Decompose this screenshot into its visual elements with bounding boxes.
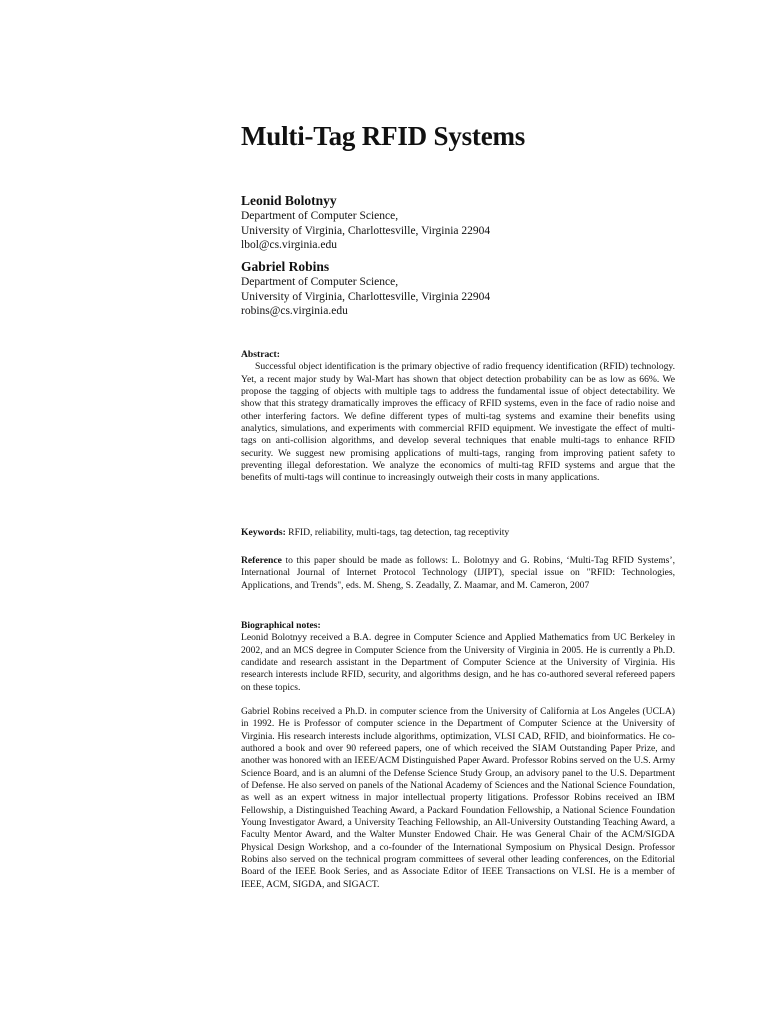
paper-title: Multi-Tag RFID Systems [241,121,526,151]
bio-bolotnyy: Leonid Bolotnyy received a B.A. degree in Computer Science and Applied Mathematics from UC Berkeley in 2002, and an MCS degree in Computer Science from the University of Virginia in 2005. He is currently a Ph.D. candidate and research assistant in the Department of Computer Science at the University of Virginia. His research interests include RFID, security, and algorithms design, and he has co-authored several refereed papers on these topics. [241,632,675,693]
author-email: lbol@cs.virginia.edu [241,239,337,251]
reference-section [241,555,675,592]
author-department: Department of Computer Science, [241,276,399,288]
abstract-text: Successful object identification is the primary objective of radio frequency identification (RFID) technology. Yet, a recent major study by Wal-Mart has shown that object detection probability can be as low as 66%. We propose the tagging of objects with multiple tags to address the fundamental issue of object detectability. We show that this strategy dramatically improves the efficacy of RFID systems, even in the face of radio noise and other interfering factors. We define different types of multi-tag systems and examine their benefits using analytics, simulations, and experiments with commercial RFID equipment. We investigate the effect of multi-tags on anti-collision algorithms, and develop several techniques that enable multi-tags to enhance RFID security. We suggest new promising applications of multi-tags, ranging from improving patient safety to preventing illegal deforestation. We analyze the economics of multi-tag RFID systems and argue that the benefits of multi-tags will continue to increasingly outweigh their costs in many applications. [241,361,675,484]
abstract-label: Abstract: [241,349,280,360]
bio-robins: Gabriel Robins received a Ph.D. in computer science from the University of California at Los Angeles (UCLA) in 1992. He is Professor of computer science in the Department of Computer Science at the University of Virginia. His research interests include algorithms, optimization, VLSI CAD, RFID, and bioinformatics. He co-authored a book and over 90 refereed papers, one of which received the SIAM Outstanding Paper Prize, and another was honored with an IEEE/ACM Distinguished Paper Award. Professor Robins served on the U.S. Army Science Board, and is an alumni of the Defense Science Study Group, an advisory panel to the U.S. Department of Defense. He also served on panels of the National Academy of Sciences and the National Science Foundation, as well as an expert witness in major intellectual property litigations. Professor Robins received an IBM Fellowship, a Distinguished Teaching Award, a Packard Foundation Fellowship, a National Science Foundation Young Investigator Award, a University Teaching Fellowship, an All-University Outstanding Teaching Award, a Faculty Mentor Award, and the Walter Munster Endowed Chair. He was General Chair of the ACM/SIGDA Physical Design Workshop, and a co-founder of the International Symposium on Physical Design. Professor Robins also served on the technical program committees of several other leading conferences, on the Editorial Board of the IEEE Book Series, and as Associate Editor of IEEE Transactions on VLSI. He is a member of IEEE, ACM, SIGDA, and SIGACT. [241,706,675,890]
abstract-section [241,349,675,485]
author-name: Gabriel Robins [241,259,330,274]
author-name: Leonid Bolotnyy [241,193,337,208]
author-affiliation: University of Virginia, Charlottesville, Virginia 22904 [241,224,491,237]
reference-text: to this paper should be made as follows: L. Bolotnyy and G. Robins, ‘Multi-Tag RFID Systems’, International Journal of Internet Protocol Technology (IJIPT), special issue on "RFID: Technologies, Applications, and Trends", eds. M. Sheng, S. Zeadally, Z. Maamar, and M. Cameron, 2007 [241,555,675,591]
author-department: Department of Computer Science, [241,210,399,222]
biographical-notes-section [241,620,675,694]
keywords-section [241,527,675,539]
keywords-label: Keywords: [241,527,286,538]
author-affiliation: University of Virginia, Charlottesville, Virginia 22904 [241,290,491,303]
author-block-robins [241,259,675,319]
keywords-text: RFID, reliability, multi-tags, tag detection, tag receptivity [285,527,510,538]
biographical-notes-label: Biographical notes: [241,620,321,631]
author-email: robins@cs.virginia.edu [241,305,348,317]
bio-robins-section [241,706,675,891]
author-block-bolotnyy [241,193,675,253]
reference-label: Reference [241,555,282,566]
